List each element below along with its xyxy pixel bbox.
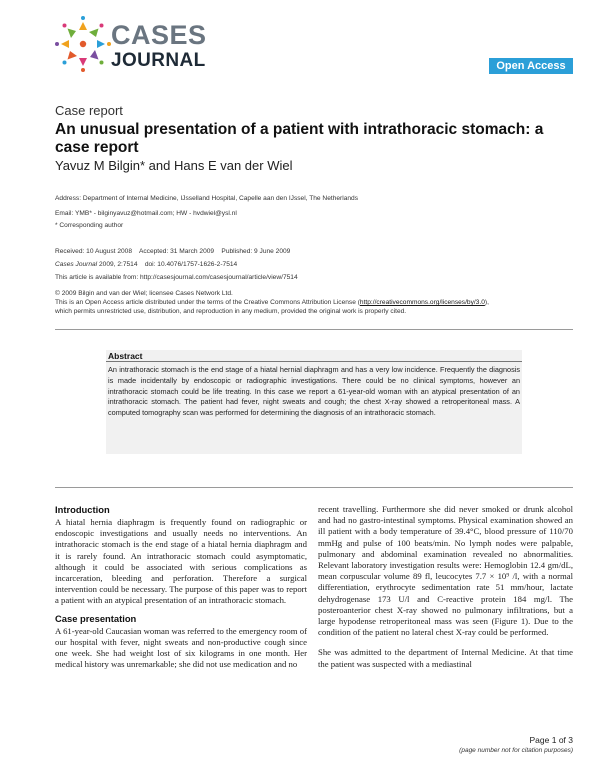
license-prefix: This is an Open Access article distributed under the terms of the Creative Commons Attribution License ( xyxy=(55,299,360,306)
article-title: An unusual presentation of a patient with intrathoracic stomach: a case report xyxy=(55,121,544,156)
corresponding-author: * Corresponding author xyxy=(55,222,124,229)
admission-text: She was admitted to the department of Internal Medicine. At that time the patient was suspected with a mediastinal xyxy=(318,647,573,669)
open-access-badge: Open Access xyxy=(489,58,573,74)
article-url-link[interactable]: http://casesjournal.com/casesjournal/article/view/7514 xyxy=(140,274,298,281)
citation-journal: Cases Journal xyxy=(55,261,98,268)
case-presentation-text: A 61-year-old Caucasian woman was referred to the emergency room of our hospital with fever, night sweats and non-productive cough since one week. She had weight lost of six kilograms in one month. Her medical history was unremarkable; she did not use medication and no xyxy=(55,625,307,670)
introduction-text: A hiatal hernia diaphragm is frequently found on radiographic or endoscopic investigations and usually needs no interventions. An intrathoracic stomach is the end stage of a hiatal hernia diaphragm and it is rarely found. An intrathoracic stomach could asymptomatic, although it could be associated with serious complications as incarceration, bleeding and perforation. Therefore a surgical intervention could be necessary. The purpose of this paper was to report a patient with an atypical presentation of an intrathoracic stomach. xyxy=(55,517,307,606)
case-continuation-text: recent travelling. Furthermore she did never smoked or drunk alcohol and had no gastro-intestinal symptoms. Physical examination showed an ill patient with a body temperature of 39.4°C, blood pressure of 110/70 mmHg and pulse of 100 beats/min. No lymph nodes were palpable, pulmonary and abdominal examination revealed no abnormalities. Relevant laboratory investigation results were: Hemoglobin 12.4 gm/dL, mean corpuscular volume 89 fl, leucocytes 7.7 × 10⁹ /l, with a normal differentiation, erythrocyte sedimentation rate 51 mm/hour, lactate dehydrogenase 173 U/l and C-reactive protein 184 mg/l. The posteroanterior chest X-ray showed no pulmonary infiltrations, but a large hypodense retroperitoneal mass was seen (Figure 1). Due to the condition of the patient no lateral chest X-ray could be performed. xyxy=(318,504,573,638)
availability-line xyxy=(55,274,298,282)
page-number: Page 1 of 3 xyxy=(529,735,573,745)
logo-cases-text: CASES xyxy=(111,20,207,50)
license-suffix: ), xyxy=(484,299,489,306)
case-presentation-heading: Case presentation xyxy=(55,612,137,624)
license-line xyxy=(55,299,489,307)
page-number-note: (page number not for citation purposes) xyxy=(459,747,573,754)
body-left-column xyxy=(55,504,307,670)
license-line-2: which permits unrestricted use, distribution, and reproduction in any medium, provided the original work is properly cited. xyxy=(55,308,407,315)
introduction-heading: Introduction xyxy=(55,504,110,515)
abstract-bottom-divider xyxy=(55,487,573,488)
citation-details: 2009, 2:7514 doi: 10.4076/1757-1626-2-7514 xyxy=(97,261,238,268)
article-type: Case report xyxy=(55,103,123,118)
header-divider xyxy=(55,329,573,330)
logo-journal-text: JOURNAL xyxy=(111,50,206,71)
body-right-column xyxy=(318,504,573,670)
copyright-line: © 2009 Bilgin and van der Wiel; licensee Cases Network Ltd. xyxy=(55,290,233,297)
abstract-heading: Abstract xyxy=(108,351,143,361)
license-url-link[interactable]: http://creativecommons.org/licenses/by/3.0 xyxy=(359,299,485,306)
citation-line xyxy=(55,261,237,269)
author-email: Email: YMB* - bilginyavuz@hotmail.com; HW - hvdwiel@ysl.nl xyxy=(55,210,237,217)
article-authors: Yavuz M Bilgin* and Hans E van der Wiel xyxy=(55,158,293,173)
author-address: Address: Department of Internal Medicine, IJsselland Hospital, Capelle aan den IJssel, The Netherlands xyxy=(55,195,358,202)
availability-prefix: This article is available from: xyxy=(55,274,141,281)
abstract-divider xyxy=(106,361,522,362)
abstract-text: An intrathoracic stomach is the end stage of a hiatal hernial diaphragm and has a very low incidence. Frequently the diagnosis is made incidentally by endoscopic or radiographic investigations. There could be no clinical symptoms, however an intrathoracic stomach could be life treating. In this case we report a 61-year-old woman with an atypical presentation of an intrathoracic stomach. The patient had fever, night sweats and cough; the chest X-ray showed a retroperitoneal mass. A computed tomography scan was performed for determining the diagnosis of an intrathoracic stomach. xyxy=(108,365,520,418)
article-dates: Received: 10 August 2008 Accepted: 31 March 2009 Published: 9 June 2009 xyxy=(55,248,291,255)
